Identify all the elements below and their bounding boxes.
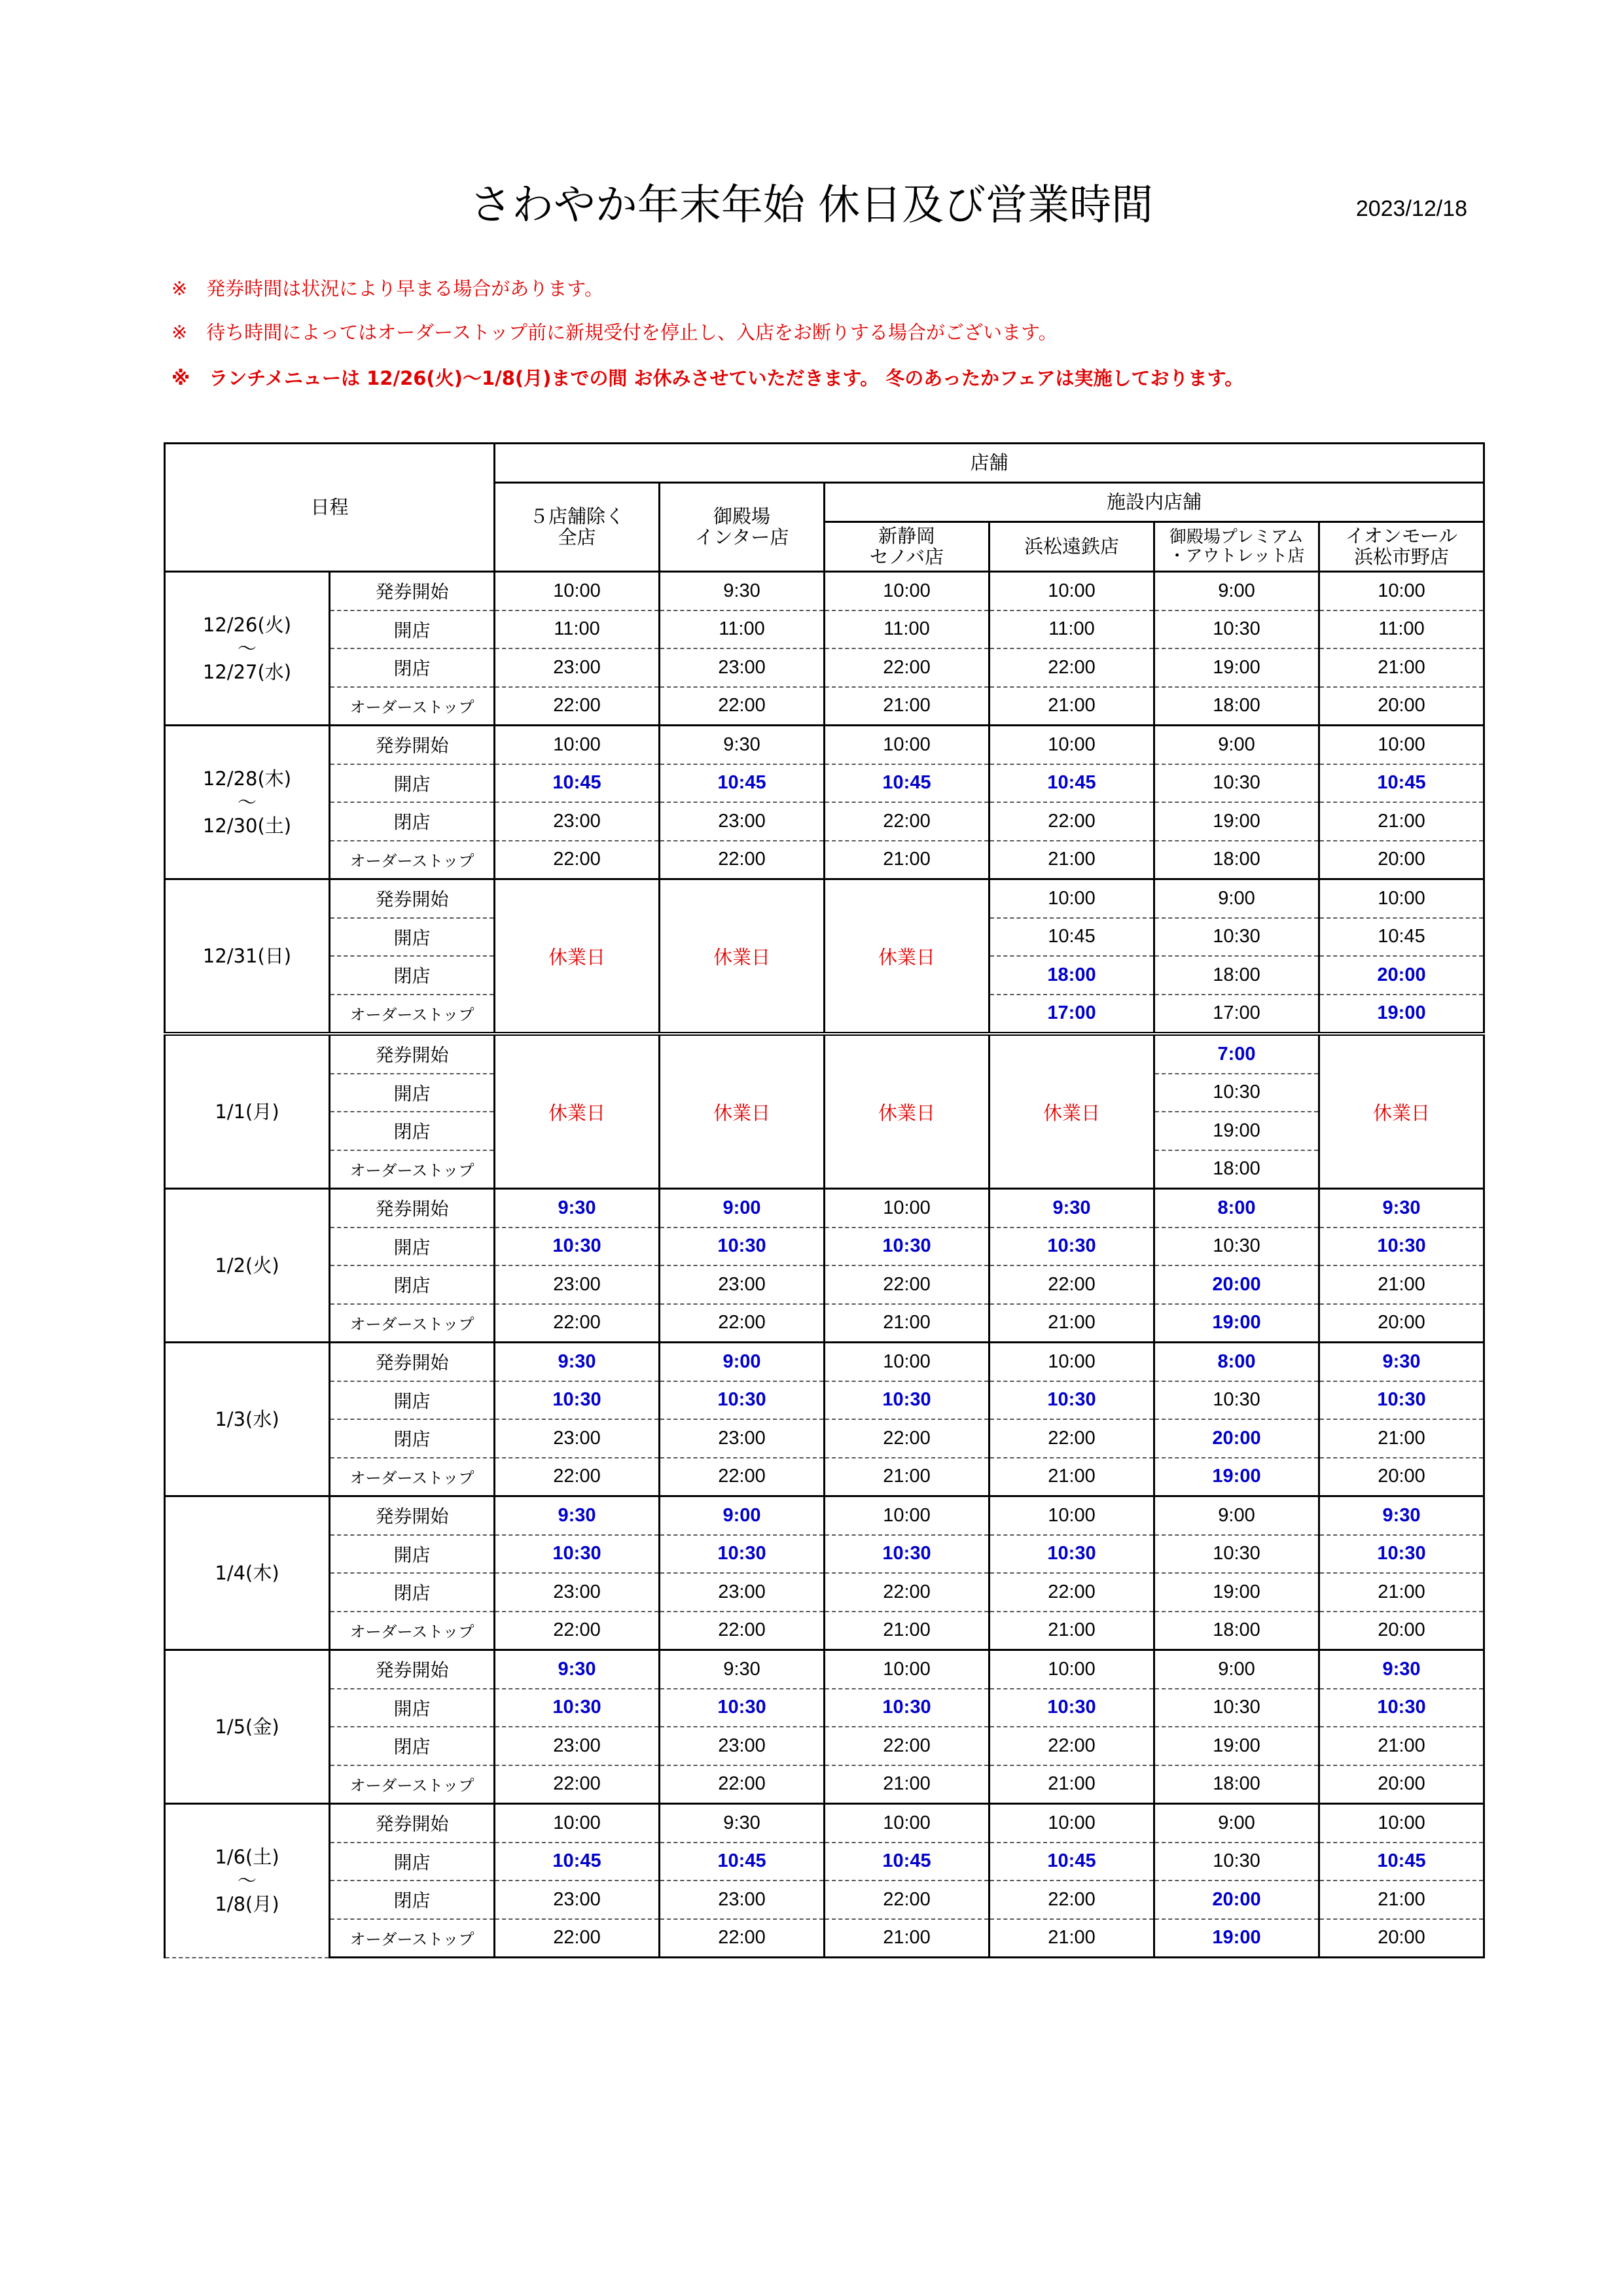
row-label: 発券開始: [330, 879, 495, 918]
time-cell: 20:00: [1319, 1765, 1484, 1804]
header-col-hamamatsu: 浜松遠鉄店: [990, 522, 1154, 572]
time-cell: 23:00: [495, 1419, 660, 1458]
time-cell: 10:30: [825, 1689, 990, 1727]
time-cell: 19:00: [1154, 1573, 1319, 1612]
period-date-line: 12/30(土): [202, 815, 292, 838]
schedule-row: [165, 1765, 1484, 1804]
time-cell: 9:30: [660, 1650, 825, 1689]
period-date-line: 12/26(火): [202, 613, 292, 636]
time-cell: 23:00: [660, 1573, 825, 1612]
time-cell: 10:30: [990, 1535, 1154, 1574]
time-cell: 10:00: [825, 1650, 990, 1689]
row-label: 閉店: [330, 1573, 495, 1612]
schedule-row: [165, 1535, 1484, 1574]
time-cell: 23:00: [660, 648, 825, 687]
closed-cell: 休業日: [825, 879, 990, 1034]
time-cell: 10:45: [1319, 1843, 1484, 1881]
row-label: 閉店: [330, 648, 495, 687]
time-cell: 10:30: [1154, 1843, 1319, 1881]
closed-cell: 休業日: [1319, 1034, 1484, 1189]
time-cell: 21:00: [1319, 1573, 1484, 1612]
row-label: オーダーストップ: [330, 1304, 495, 1343]
period-date: [165, 726, 330, 879]
time-cell: 23:00: [660, 1881, 825, 1919]
time-cell: 23:00: [660, 802, 825, 841]
time-cell: 22:00: [495, 1765, 660, 1804]
time-cell: 10:00: [990, 1496, 1154, 1535]
time-cell: 21:00: [825, 1304, 990, 1343]
time-cell: 8:00: [1154, 1343, 1319, 1381]
closed-cell: 休業日: [660, 879, 825, 1034]
time-cell: 10:00: [990, 1343, 1154, 1381]
time-cell: 10:30: [990, 1381, 1154, 1420]
schedule-row: [165, 610, 1484, 649]
time-cell: 21:00: [1319, 648, 1484, 687]
time-cell: 9:30: [1319, 1650, 1484, 1689]
time-cell: 18:00: [1154, 1150, 1319, 1189]
closed-cell: 休業日: [825, 1034, 990, 1189]
closed-cell: 休業日: [990, 1034, 1154, 1189]
time-cell: 18:00: [1154, 841, 1319, 879]
time-cell: 9:30: [660, 572, 825, 610]
time-cell: 11:00: [495, 610, 660, 649]
schedule-row: [165, 1343, 1484, 1381]
time-cell: 22:00: [660, 1612, 825, 1650]
schedule-row: [165, 1727, 1484, 1765]
schedule-row: [165, 1381, 1484, 1420]
time-cell: 22:00: [825, 1727, 990, 1765]
closed-cell: 休業日: [660, 1034, 825, 1189]
time-cell: 10:00: [495, 1804, 660, 1843]
page-title: さわやか年末年始 休日及び営業時間: [469, 181, 1154, 230]
schedule-row: [165, 648, 1484, 687]
time-cell: 22:00: [990, 802, 1154, 841]
schedule-row: [165, 1265, 1484, 1304]
row-label: 開店: [330, 1689, 495, 1727]
time-cell: 23:00: [495, 648, 660, 687]
time-cell: 11:00: [660, 610, 825, 649]
time-cell: 10:00: [990, 1650, 1154, 1689]
period-date: [165, 1496, 330, 1650]
time-cell: 19:00: [1154, 802, 1319, 841]
schedule-table: [164, 442, 1485, 1958]
time-cell: 22:00: [495, 1304, 660, 1343]
row-label: 発券開始: [330, 1034, 495, 1074]
time-cell: 9:00: [1154, 1804, 1319, 1843]
time-cell: 9:00: [660, 1189, 825, 1227]
time-cell: 19:00: [1154, 1304, 1319, 1343]
schedule-row: [165, 1034, 1484, 1074]
time-cell: 9:00: [1154, 879, 1319, 918]
time-cell: 10:45: [495, 1843, 660, 1881]
time-cell: 8:00: [1154, 1189, 1319, 1227]
time-cell: 22:00: [660, 1765, 825, 1804]
time-cell: 21:00: [990, 1458, 1154, 1496]
time-cell: 9:00: [660, 1496, 825, 1535]
time-cell: 10:45: [660, 764, 825, 803]
time-cell: 10:30: [1319, 1227, 1484, 1266]
time-cell: 22:00: [495, 1458, 660, 1496]
time-cell: 11:00: [825, 610, 990, 649]
time-cell: 20:00: [1319, 1919, 1484, 1958]
row-label: 発券開始: [330, 1496, 495, 1535]
time-cell: 22:00: [825, 648, 990, 687]
time-cell: 22:00: [825, 1265, 990, 1304]
schedule-row: [165, 879, 1484, 918]
row-label: 開店: [330, 1074, 495, 1112]
time-cell: 19:00: [1154, 648, 1319, 687]
row-label: オーダーストップ: [330, 1765, 495, 1804]
time-cell: 22:00: [495, 1919, 660, 1958]
period-date: [165, 1650, 330, 1804]
header-col-premium: 御殿場プレミアム ・アウトレット店: [1154, 522, 1319, 572]
period-date-line: 1/8(月): [215, 1893, 279, 1916]
schedule-row: [165, 841, 1484, 879]
time-cell: 22:00: [495, 841, 660, 879]
row-label: オーダーストップ: [330, 1458, 495, 1496]
time-cell: 21:00: [990, 1919, 1154, 1958]
time-cell: 21:00: [825, 1458, 990, 1496]
schedule-row: [165, 726, 1484, 764]
time-cell: 10:30: [660, 1227, 825, 1266]
time-cell: 21:00: [990, 1765, 1154, 1804]
time-cell: 20:00: [1319, 841, 1484, 879]
schedule-row: [165, 1458, 1484, 1496]
time-cell: 21:00: [990, 687, 1154, 726]
time-cell: 21:00: [990, 1612, 1154, 1650]
schedule-row: [165, 572, 1484, 610]
time-cell: 23:00: [495, 1727, 660, 1765]
row-label: 開店: [330, 610, 495, 649]
time-cell: 20:00: [1319, 1458, 1484, 1496]
schedule-row: [165, 1304, 1484, 1343]
time-cell: 10:45: [495, 764, 660, 803]
time-cell: 22:00: [660, 1919, 825, 1958]
period-date: [165, 879, 330, 1034]
time-cell: 11:00: [990, 610, 1154, 649]
time-cell: 10:00: [990, 1804, 1154, 1843]
period-date-line: 1/1(月): [215, 1100, 279, 1123]
schedule-row: [165, 687, 1484, 726]
period-date-line: ～: [237, 637, 257, 660]
schedule-row: [165, 1496, 1484, 1535]
time-cell: 22:00: [990, 648, 1154, 687]
header-col-all: ５店舗除く 全店: [495, 483, 660, 572]
time-cell: 10:00: [825, 572, 990, 610]
time-cell: 21:00: [990, 841, 1154, 879]
time-cell: 21:00: [1319, 802, 1484, 841]
time-cell: 10:30: [1154, 1074, 1319, 1112]
time-cell: 10:00: [495, 726, 660, 764]
time-cell: 10:30: [1154, 1227, 1319, 1266]
time-cell: 10:30: [1154, 918, 1319, 957]
time-cell: 23:00: [660, 1265, 825, 1304]
row-label: オーダーストップ: [330, 1919, 495, 1958]
row-label: オーダーストップ: [330, 687, 495, 726]
time-cell: 10:00: [990, 879, 1154, 918]
time-cell: 10:45: [1319, 918, 1484, 957]
time-cell: 10:45: [1319, 764, 1484, 803]
time-cell: 9:00: [1154, 1496, 1319, 1535]
time-cell: 22:00: [990, 1265, 1154, 1304]
note-ticket-time: ※ 発券時間は状況により早まる場合があります。: [171, 277, 603, 300]
row-label: オーダーストップ: [330, 1612, 495, 1650]
schedule-row: [165, 1573, 1484, 1612]
time-cell: 20:00: [1319, 687, 1484, 726]
time-cell: 10:45: [990, 918, 1154, 957]
time-cell: 23:00: [495, 1265, 660, 1304]
row-label: 開店: [330, 1381, 495, 1420]
time-cell: 23:00: [495, 802, 660, 841]
time-cell: 10:30: [1154, 1381, 1319, 1420]
time-cell: 7:00: [1154, 1034, 1319, 1074]
time-cell: 10:30: [1319, 1381, 1484, 1420]
time-cell: 21:00: [825, 687, 990, 726]
time-cell: 10:30: [825, 1381, 990, 1420]
closed-cell: 休業日: [495, 1034, 660, 1189]
schedule-row: [165, 1650, 1484, 1689]
time-cell: 10:30: [660, 1535, 825, 1574]
period-date: [165, 1343, 330, 1496]
time-cell: 10:30: [495, 1381, 660, 1420]
period-date-line: 1/3(水): [215, 1407, 279, 1430]
schedule-row: [165, 1227, 1484, 1266]
time-cell: 10:30: [1154, 610, 1319, 649]
row-label: 閉店: [330, 1265, 495, 1304]
row-label: 閉店: [330, 956, 495, 995]
time-cell: 10:00: [1319, 572, 1484, 610]
period-date-line: 12/27(水): [202, 661, 292, 684]
time-cell: 19:00: [1154, 1112, 1319, 1150]
time-cell: 22:00: [495, 1612, 660, 1650]
header-stores: 店舗: [495, 444, 1484, 483]
time-cell: 10:45: [825, 1843, 990, 1881]
time-cell: 10:45: [660, 1843, 825, 1881]
time-cell: 20:00: [1154, 1881, 1319, 1919]
schedule-row: [165, 1189, 1484, 1227]
time-cell: 9:00: [1154, 572, 1319, 610]
time-cell: 21:00: [825, 1765, 990, 1804]
period-date-line: 1/6(土): [215, 1845, 279, 1868]
time-cell: 10:30: [495, 1535, 660, 1574]
time-cell: 9:30: [1319, 1189, 1484, 1227]
period-date-line: ～: [237, 1869, 257, 1892]
schedule-row: [165, 1919, 1484, 1958]
time-cell: 22:00: [990, 1881, 1154, 1919]
time-cell: 23:00: [495, 1573, 660, 1612]
time-cell: 9:30: [495, 1496, 660, 1535]
schedule-row: [165, 764, 1484, 803]
time-cell: 20:00: [1154, 1265, 1319, 1304]
time-cell: 22:00: [825, 1881, 990, 1919]
time-cell: 21:00: [825, 1919, 990, 1958]
time-cell: 17:00: [1154, 995, 1319, 1034]
time-cell: 21:00: [1319, 1881, 1484, 1919]
row-label: 閉店: [330, 1727, 495, 1765]
time-cell: 22:00: [660, 1458, 825, 1496]
time-cell: 10:30: [1154, 1535, 1319, 1574]
time-cell: 10:45: [825, 764, 990, 803]
time-cell: 11:00: [1319, 610, 1484, 649]
time-cell: 10:30: [825, 1227, 990, 1266]
time-cell: 10:00: [990, 572, 1154, 610]
time-cell: 10:30: [1319, 1689, 1484, 1727]
time-cell: 23:00: [495, 1881, 660, 1919]
schedule-row: [165, 802, 1484, 841]
time-cell: 10:30: [660, 1689, 825, 1727]
time-cell: 10:00: [825, 726, 990, 764]
time-cell: 10:30: [1154, 764, 1319, 803]
time-cell: 22:00: [990, 1573, 1154, 1612]
time-cell: 18:00: [990, 956, 1154, 995]
period-date: [165, 572, 330, 726]
row-label: オーダーストップ: [330, 1150, 495, 1189]
row-label: 発券開始: [330, 1343, 495, 1381]
period-date-line: ～: [237, 790, 257, 813]
time-cell: 23:00: [660, 1419, 825, 1458]
time-cell: 18:00: [1154, 1612, 1319, 1650]
time-cell: 9:00: [1154, 1650, 1319, 1689]
period-date-line: 1/5(金): [215, 1715, 279, 1738]
time-cell: 22:00: [990, 1727, 1154, 1765]
row-label: 開店: [330, 1843, 495, 1881]
time-cell: 18:00: [1154, 956, 1319, 995]
time-cell: 10:00: [825, 1496, 990, 1535]
time-cell: 10:00: [1319, 1804, 1484, 1843]
time-cell: 21:00: [1319, 1727, 1484, 1765]
period-date: [165, 1804, 330, 1958]
time-cell: 10:45: [990, 1843, 1154, 1881]
time-cell: 10:30: [495, 1689, 660, 1727]
header-col-aeon: イオンモール 浜松市野店: [1319, 522, 1484, 572]
time-cell: 9:30: [660, 726, 825, 764]
time-cell: 21:00: [1319, 1265, 1484, 1304]
closed-cell: 休業日: [495, 879, 660, 1034]
time-cell: 9:30: [1319, 1343, 1484, 1381]
time-cell: 22:00: [495, 687, 660, 726]
time-cell: 9:30: [1319, 1496, 1484, 1535]
time-cell: 10:00: [825, 1804, 990, 1843]
time-cell: 10:30: [990, 1227, 1154, 1266]
time-cell: 19:00: [1319, 995, 1484, 1034]
period-date: [165, 1034, 330, 1189]
time-cell: 18:00: [1154, 1765, 1319, 1804]
time-cell: 9:30: [495, 1650, 660, 1689]
time-cell: 21:00: [825, 1612, 990, 1650]
issue-date: 2023/12/18: [1355, 196, 1467, 221]
time-cell: 23:00: [660, 1727, 825, 1765]
schedule-row: [165, 1843, 1484, 1881]
time-cell: 9:30: [990, 1189, 1154, 1227]
time-cell: 10:30: [495, 1227, 660, 1266]
time-cell: 10:30: [990, 1689, 1154, 1727]
time-cell: 10:30: [1319, 1535, 1484, 1574]
time-cell: 22:00: [825, 1419, 990, 1458]
time-cell: 19:00: [1154, 1727, 1319, 1765]
row-label: 発券開始: [330, 1804, 495, 1843]
time-cell: 20:00: [1319, 1612, 1484, 1650]
row-label: 発券開始: [330, 1650, 495, 1689]
time-cell: 22:00: [660, 687, 825, 726]
time-cell: 10:30: [1154, 1689, 1319, 1727]
time-cell: 10:00: [495, 572, 660, 610]
row-label: 閉店: [330, 1112, 495, 1150]
time-cell: 22:00: [660, 1304, 825, 1343]
time-cell: 10:00: [1319, 726, 1484, 764]
row-label: 開店: [330, 764, 495, 803]
row-label: オーダーストップ: [330, 841, 495, 879]
time-cell: 10:00: [825, 1189, 990, 1227]
time-cell: 19:00: [1154, 1919, 1319, 1958]
schedule-row: [165, 1612, 1484, 1650]
time-cell: 22:00: [990, 1419, 1154, 1458]
time-cell: 9:00: [1154, 726, 1319, 764]
time-cell: 20:00: [1319, 956, 1484, 995]
time-cell: 10:00: [825, 1343, 990, 1381]
time-cell: 17:00: [990, 995, 1154, 1034]
row-label: 発券開始: [330, 726, 495, 764]
header-facility: 施設内店舗: [825, 483, 1484, 522]
time-cell: 22:00: [825, 1573, 990, 1612]
row-label: 開店: [330, 918, 495, 957]
row-label: 閉店: [330, 1881, 495, 1919]
row-label: 閉店: [330, 1419, 495, 1458]
row-label: 開店: [330, 1535, 495, 1574]
period-date-line: 12/31(日): [202, 944, 292, 967]
time-cell: 10:00: [1319, 879, 1484, 918]
time-cell: 9:30: [660, 1804, 825, 1843]
time-cell: 9:30: [495, 1189, 660, 1227]
period-date-line: 1/4(木): [215, 1561, 279, 1584]
time-cell: 21:00: [1319, 1419, 1484, 1458]
row-label: 閉店: [330, 802, 495, 841]
time-cell: 10:30: [825, 1535, 990, 1574]
time-cell: 10:30: [660, 1381, 825, 1420]
time-cell: 22:00: [825, 802, 990, 841]
time-cell: 19:00: [1154, 1458, 1319, 1496]
time-cell: 20:00: [1154, 1419, 1319, 1458]
time-cell: 21:00: [825, 841, 990, 879]
period-date-line: 12/28(木): [202, 767, 292, 790]
time-cell: 20:00: [1319, 1304, 1484, 1343]
time-cell: 9:00: [660, 1343, 825, 1381]
header-col-gotemba: 御殿場 インター店: [660, 483, 825, 572]
row-label: 発券開始: [330, 1189, 495, 1227]
note-lunch-menu: ※ ランチメニューは 12/26(火)～1/8(月)までの間 お休みさせていただきます。 冬のあったかフェアは実施しております。: [171, 367, 1244, 389]
time-cell: 9:30: [495, 1343, 660, 1381]
time-cell: 21:00: [990, 1304, 1154, 1343]
period-date: [165, 1189, 330, 1343]
header-col-shinshizuoka: 新静岡 セノバ店: [825, 522, 990, 572]
time-cell: 10:45: [990, 764, 1154, 803]
schedule-row: [165, 1419, 1484, 1458]
period-date-line: 1/2(火): [215, 1254, 279, 1277]
row-label: 発券開始: [330, 572, 495, 610]
schedule-row: [165, 1804, 1484, 1843]
row-label: 開店: [330, 1227, 495, 1266]
time-cell: 18:00: [1154, 687, 1319, 726]
schedule-row: [165, 1881, 1484, 1919]
time-cell: 10:00: [990, 726, 1154, 764]
schedule-row: [165, 1689, 1484, 1727]
time-cell: 22:00: [660, 841, 825, 879]
header-schedule: 日程: [165, 444, 495, 572]
note-waiting-time: ※ 待ち時間によってはオーダーストップ前に新規受付を停止し、入店をお断りする場合がございます。: [171, 321, 1058, 344]
row-label: オーダーストップ: [330, 995, 495, 1034]
